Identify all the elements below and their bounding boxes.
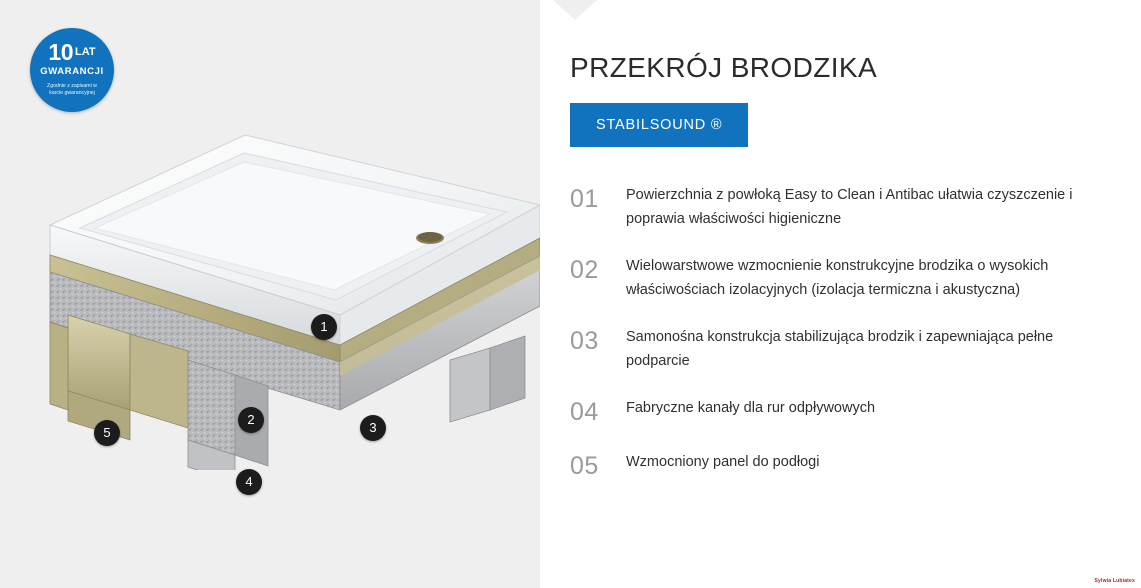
cross-section-svg — [20, 110, 540, 470]
page-title: PRZEKRÓJ BRODZIKA — [570, 52, 878, 83]
content-panel — [570, 0, 1130, 588]
diagram-marker-1[interactable]: 1 — [311, 314, 337, 340]
diagram-marker-2[interactable]: 2 — [238, 407, 264, 433]
warranty-note: Zgodnie z zapisami w karcie gwarancyjnej — [47, 83, 97, 97]
feature-text: Fabryczne kanały dla rur odpływowych — [626, 399, 876, 416]
feature-text: Samonośna konstrukcja stabilizująca brodzik i zapewniająca pełne podparcie — [626, 328, 1054, 369]
feature-number: 02 — [570, 255, 599, 284]
list-item — [570, 255, 1130, 303]
diagram-marker-3[interactable]: 3 — [360, 415, 386, 441]
warranty-badge — [30, 28, 114, 112]
feature-number: 01 — [570, 185, 599, 213]
warranty-years: 10 — [48, 39, 73, 65]
feature-list — [570, 184, 1130, 505]
diagram-marker-4[interactable]: 4 — [236, 469, 262, 495]
list-item — [570, 326, 1130, 374]
feature-number: 03 — [570, 326, 599, 355]
feature-number: 04 — [570, 397, 599, 426]
list-item — [570, 184, 1130, 232]
list-item — [570, 397, 1130, 428]
list-item — [570, 451, 1130, 482]
feature-text: Wzmocniony panel do podłogi — [626, 453, 820, 470]
warranty-unit: LAT — [75, 46, 96, 58]
feature-number: 05 — [570, 451, 599, 480]
signature-watermark: Sylwia Lubiatex — [1094, 578, 1135, 584]
warranty-label: GWARANCJI — [40, 66, 104, 77]
illustration-panel — [0, 0, 540, 588]
feature-text: Powierzchnia z powłoką Easy to Clean i Antibac ułatwia czyszczenie i poprawia właściwości higieniczne — [626, 187, 1073, 227]
diagram-marker-5[interactable]: 5 — [94, 420, 120, 446]
feature-text: Wielowarstwowe wzmocnienie konstrukcyjne brodzika o wysokich właściwościach izolacyjnych (izolacja termiczna i akustyczna) — [626, 257, 1049, 298]
shower-tray-cross-section — [20, 110, 540, 489]
stabilsound-button[interactable]: STABILSOUND ® — [570, 103, 748, 147]
